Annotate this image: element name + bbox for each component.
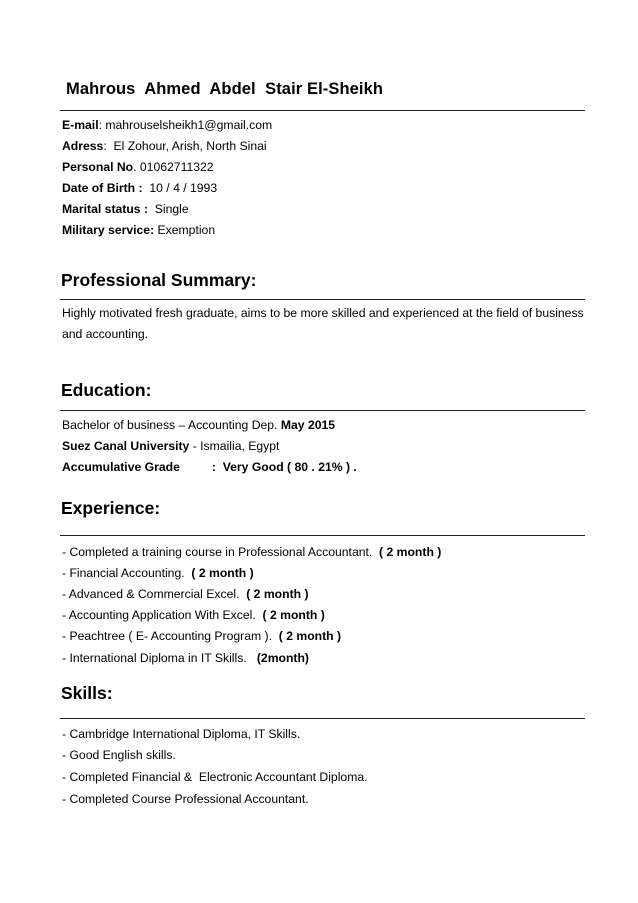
degree-text: Bachelor of business – Accounting Dep.: [62, 418, 281, 432]
summary-text: Highly motivated fresh graduate, aims to be more skilled and experienced at the field of business and accounting.: [62, 306, 584, 341]
experience-item-duration: ( 2 month ): [278, 629, 342, 643]
experience-item-text: - Financial Accounting.: [62, 566, 192, 580]
address-value: : El Zohour, Arish, North Sinai: [103, 139, 267, 153]
email-value: : mahrouselsheikh1@gmail.com: [98, 118, 273, 132]
summary-divider: [60, 299, 585, 300]
grade-label: Accumulative Grade: [62, 460, 180, 474]
skills-heading: Skills:: [61, 683, 113, 703]
education-heading: Education:: [61, 380, 152, 400]
skills-divider: [60, 718, 585, 719]
experience-item: [62, 586, 309, 602]
skill-item: - Cambridge International Diploma, IT Skills.: [62, 727, 301, 741]
marital-status-line: [62, 201, 189, 217]
grade-line: [62, 459, 357, 475]
experience-item-text: - Accounting Application With Excel.: [62, 608, 263, 622]
university-name: Suez Canal University: [62, 439, 190, 453]
skill-item: - Completed Course Professional Accountant.: [62, 792, 309, 806]
experience-item-text: - Peachtree ( E- Accounting Program ).: [62, 629, 279, 643]
degree-line: [62, 417, 335, 433]
marital-status-value: Single: [148, 202, 189, 216]
experience-item-duration: ( 2 month ): [246, 587, 309, 601]
candidate-name: Mahrous Ahmed Abdel Stair El-Sheikh: [66, 80, 384, 98]
email-label: E-mail: [62, 118, 99, 132]
experience-item: [62, 628, 341, 644]
experience-item-text: - Advanced & Commercial Excel.: [62, 587, 247, 601]
military-service-line: [62, 222, 215, 238]
experience-heading: Experience:: [61, 498, 161, 518]
military-service-label: Military service:: [62, 223, 155, 237]
experience-item: [62, 607, 325, 623]
experience-item-duration: ( 2 month ): [262, 608, 325, 622]
experience-item-duration: (2month): [256, 651, 309, 665]
address-line: [62, 138, 267, 154]
personal-number-line: [62, 159, 214, 175]
address-label: Adress: [62, 139, 104, 153]
header-divider: [60, 110, 585, 111]
education-divider: [60, 410, 585, 411]
experience-item-duration: ( 2 month ): [379, 545, 442, 559]
personal-number-value: . 01062711322: [133, 160, 214, 174]
summary-heading: Professional Summary:: [61, 270, 257, 290]
skill-item: - Good English skills.: [62, 748, 176, 762]
marital-status-label: Marital status :: [62, 202, 149, 216]
degree-date: May 2015: [280, 418, 336, 432]
skill-item: - Completed Financial & Electronic Accountant Diploma.: [62, 770, 368, 784]
experience-item: [62, 650, 309, 666]
experience-item-duration: ( 2 month ): [191, 566, 254, 580]
university-line: [62, 438, 279, 454]
experience-item: [62, 565, 254, 581]
date-of-birth-label: Date of Birth :: [62, 181, 143, 195]
university-location: - Ismailia, Egypt: [189, 439, 280, 453]
date-of-birth-line: [62, 180, 217, 196]
experience-item-text: - International Diploma in IT Skills.: [62, 651, 257, 665]
experience-item: [62, 544, 441, 560]
military-service-value: Exemption: [154, 223, 216, 237]
experience-item-text: - Completed a training course in Professional Accountant.: [62, 545, 380, 559]
email-line: [62, 117, 272, 133]
experience-divider: [60, 535, 585, 536]
personal-number-label: Personal No: [62, 160, 134, 174]
date-of-birth-value: 10 / 4 / 1993: [142, 181, 218, 195]
grade-value: : Very Good ( 80 . 21% ) .: [211, 460, 357, 474]
